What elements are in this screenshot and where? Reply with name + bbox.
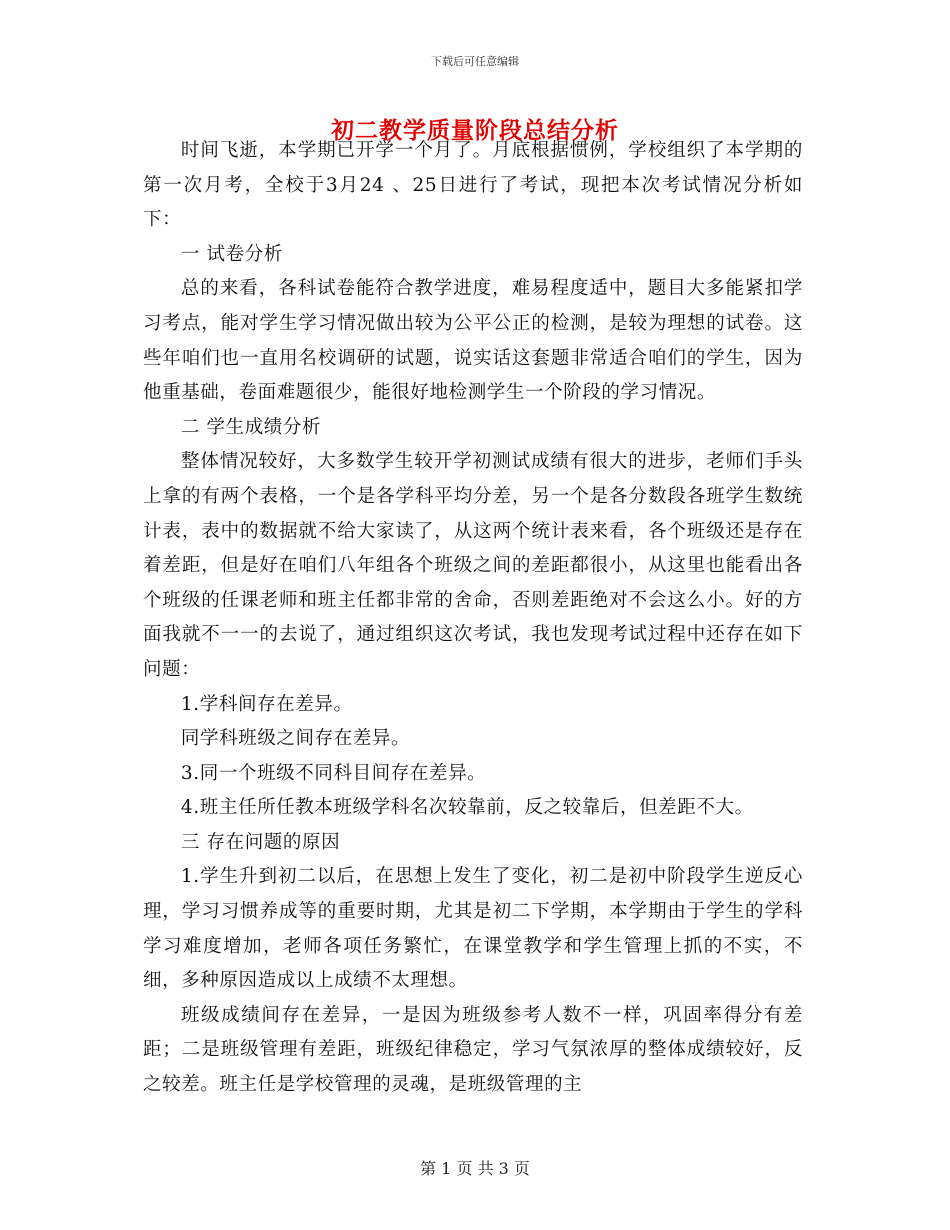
cause-paragraph-1: 1.学生升到初二以后，在思想上发生了变化，初二是初中阶段学生逆反心理，学习习惯养成等的重要时期，尤其是初二下学期，本学期由于学生的学科学习难度增加，老师各项任务繁忙，在课堂教学和学生管理上抓的不实，不细，多种原因造成以上成绩不太理想。 <box>143 866 803 992</box>
page-footer: 第 1 页 共 3 页 <box>420 1159 530 1178</box>
section-heading-paper-analysis: 一 试卷分析 <box>180 243 283 265</box>
section-heading-score-analysis: 二 学生成绩分析 <box>180 416 322 438</box>
intro-paragraph: 时间飞逝，本学期已开学一个月了。月底根据惯例，学校组织了本学期的第一次月考，全校于3月24 、25日进行了考试，现把本次考试情况分析如下： <box>143 140 803 231</box>
paper-analysis-paragraph: 总的来看，各科试卷能符合教学进度，难易程度适中，题目大多能紧扣学习考点，能对学生学习情况做出较为公平公正的检测，是较为理想的试卷。这些年咱们也一直用名校调研的试题，说实话这套题非常适合咱们的学生，因为他重基础，卷面难题很少，能很好地检测学生一个阶段的学习情况。 <box>143 278 803 404</box>
score-analysis-paragraph: 整体情况较好，大多数学生较开学初测试成绩有很大的进步，老师们手头上拿的有两个表格，一个是各学科平均分差，另一个是各分数段各班学生数统计表，表中的数据就不给大家读了，从这两个统计表来看，各个班级还是存在着差距，但是好在咱们八年组各个班级之间的差距都很小，从这里也能看出各个班级的任课老师和班主任都非常的舍命，否则差距绝对不会这么小。好的方面我就不一一的去说了，通过组织这次考试，我也发现考试过程中还存在如下问题： <box>143 451 803 680</box>
problem-item-4: 4.班主任所任教本班级学科名次较靠前，反之较靠后，但差距不大。 <box>180 797 754 819</box>
cause-paragraph-2: 班级成绩间存在差异，一是因为班级参考人数不一样，巩固率得分有差距；二是班级管理有差距，班级纪律稳定，学习气氛浓厚的整体成绩较好，反之较差。班主任是学校管理的灵魂，是班级管理的主 <box>143 1004 803 1096</box>
section-heading-causes: 三 存在问题的原因 <box>180 831 341 853</box>
problem-item-1: 1.学科间存在差异。 <box>180 693 353 715</box>
document-body <box>143 134 803 1103</box>
document-title: 初二教学质量阶段总结分析 <box>331 117 619 144</box>
problem-item-3: 3.同一个班级不同科目间存在差异。 <box>180 762 487 784</box>
page-header-note: 下载后可任意编辑 <box>431 55 519 68</box>
problem-item-2: 同学科班级之间存在差异。 <box>180 728 411 750</box>
